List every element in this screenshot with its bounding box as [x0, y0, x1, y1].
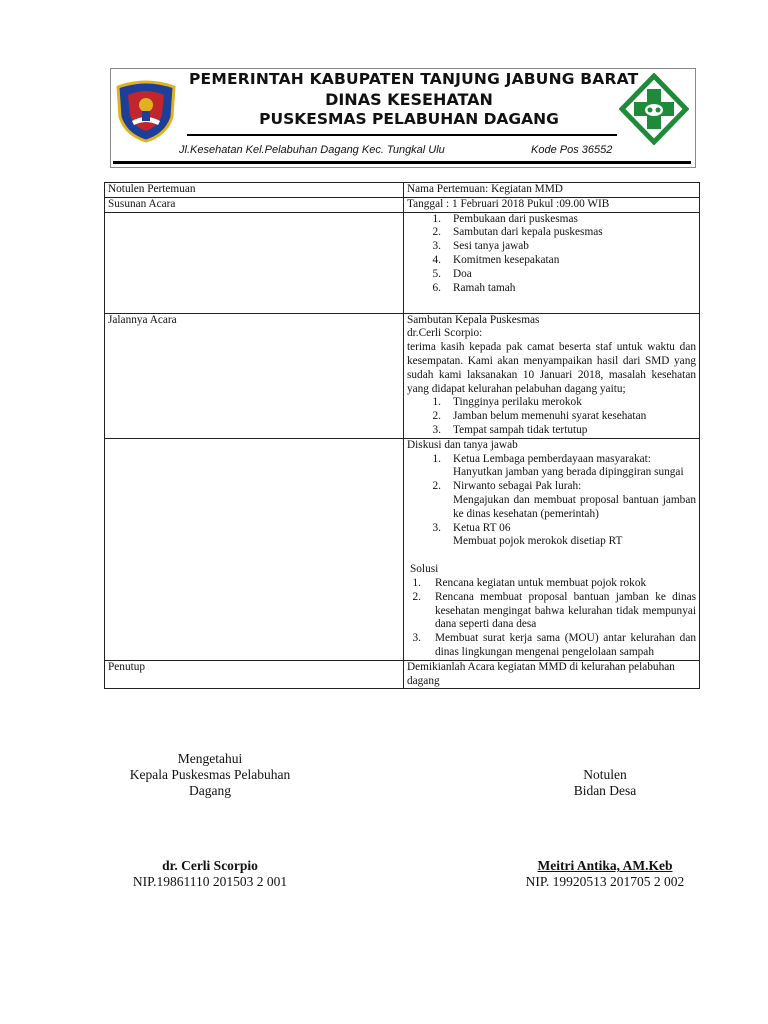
list-item: 2. Sambutan dari kepala puskesmas [432, 226, 603, 239]
row-label-notulen: Notulen Pertemuan [105, 183, 404, 198]
head-title-cont: Dagang [189, 783, 231, 798]
notetaker-role: Bidan Desa [573, 783, 637, 798]
letterhead-government: PEMERINTAH KABUPATEN TANJUNG JABUNG BARAT [189, 70, 639, 88]
table-row [105, 197, 700, 212]
letterhead-postcode: Kode Pos 36552 [531, 144, 613, 156]
list-item: 4. Komitmen kesepakatan [432, 253, 560, 266]
agenda-list [407, 213, 696, 296]
table-row [105, 183, 700, 198]
letterhead-address: Jl.Kesehatan Kel.Pelabuhan Dagang Kec. Tungkal Ulu [179, 144, 445, 156]
jalannya-cell [404, 313, 700, 438]
letterhead-department: DINAS KESEHATAN [325, 90, 493, 109]
acknowledged-label: Mengetahui [177, 751, 243, 766]
list-item: 3. Sesi tanya jawab [432, 240, 529, 253]
solution-heading: Solusi [410, 563, 439, 576]
signature-left-block [110, 858, 310, 890]
row-label-susunan: Susunan Acara [105, 197, 404, 212]
list-item: 2. Nirwanto sebagai Pak lurah: [432, 480, 582, 493]
table-row [105, 313, 700, 438]
row-label-jalannya: Jalannya Acara [105, 313, 404, 438]
table-row [105, 660, 700, 689]
list-item: 6. Ramah tamah [432, 281, 516, 294]
list-item: 3. Ketua RT 06 [432, 521, 511, 534]
diskusi-cell [404, 438, 700, 660]
list-item: 5. Doa [432, 267, 472, 280]
table-row [105, 212, 700, 313]
notetaker-nip: NIP. 19920513 201705 2 002 [525, 874, 685, 889]
notetaker-label: Notulen [583, 767, 627, 782]
list-item: 3. Tempat sampah tidak tertutup [432, 423, 588, 436]
table-row [105, 438, 700, 660]
list-item: 2. Rencana membuat proposal bantuan jamban ke dinas kesehatan mengingat bahwa kelurahan tidak mempunyai dana seperti dana desa [412, 590, 696, 631]
discussion-heading: Diskusi dan tanya jawab [407, 438, 518, 451]
row-label-penutup: Penutup [105, 660, 404, 689]
signature-right-block [505, 858, 705, 890]
head-title: Kepala Puskesmas Pelabuhan [129, 767, 291, 782]
list-item: 1. Tingginya perilaku merokok [432, 396, 582, 409]
regency-crest-logo [114, 77, 178, 143]
letterhead [110, 68, 696, 168]
head-nip: NIP.19861110 201503 2 001 [132, 874, 288, 889]
list-item: 2. Jamban belum memenuhi syarat kesehatan [432, 410, 647, 423]
closing-text: Demikianlah Acara kegiatan MMD di kelurahan pelabuhan dagang [404, 660, 700, 689]
letterhead-bottom-rule [113, 161, 691, 164]
row-value-date: Tanggal : 1 Februari 2018 Pukul :09.00 WIB [404, 197, 700, 212]
signature-left-heading [110, 751, 310, 799]
notetaker-name: Meitri Antika, AM.Keb [537, 858, 673, 873]
speaker-name: dr.Cerli Scorpio: [407, 327, 483, 340]
problem-list [407, 396, 696, 437]
solution-list [407, 577, 696, 660]
list-item: 1. Rencana kegiatan untuk membuat pojok rokok [412, 576, 647, 589]
row-value-meeting-name: Nama Pertemuan: Kegiatan MMD [404, 183, 700, 198]
welcome-heading: Sambutan Kepala Puskesmas [407, 313, 540, 326]
row-label-empty [105, 438, 404, 660]
letterhead-rule [187, 134, 617, 136]
list-item: 1. Pembukaan dari puskesmas [432, 212, 578, 225]
list-item: 3. Membuat surat kerja sama (MOU) antar kelurahan dan dinas lingkungan mengenai pengelolaan sampah [412, 632, 696, 658]
discussion-answer: Hanyutkan jamban yang berada dipinggiran sungai [453, 466, 684, 479]
discussion-answer: Membuat pojok merokok disetiap RT [453, 535, 623, 548]
discussion-answer: Mengajukan dan membuat proposal bantuan jamban ke dinas kesehatan (pemerintah) [453, 493, 696, 520]
head-name: dr. Cerli Scorpio [162, 858, 258, 873]
agenda-cell [404, 212, 700, 313]
discussion-list [407, 453, 696, 550]
minutes-table [104, 182, 700, 689]
signature-right-heading [505, 767, 705, 799]
puskesmas-cross-logo [619, 73, 689, 145]
letterhead-clinic: PUSKESMAS PELABUHAN DAGANG [259, 110, 559, 128]
list-item: 1. Ketua Lembaga pemberdayaan masyarakat: [432, 452, 651, 465]
welcome-paragraph: terima kasih kepada pak camat beserta staf untuk waktu dan kesempatan. Kami akan menyampaikan hasil dari SMD yang sudah kami laksanakan 10 Januari 2018, masalah kesehatan yang didapat kelurahan pelabuhan dagang yaitu; [407, 341, 696, 395]
row-label-empty [105, 212, 404, 313]
